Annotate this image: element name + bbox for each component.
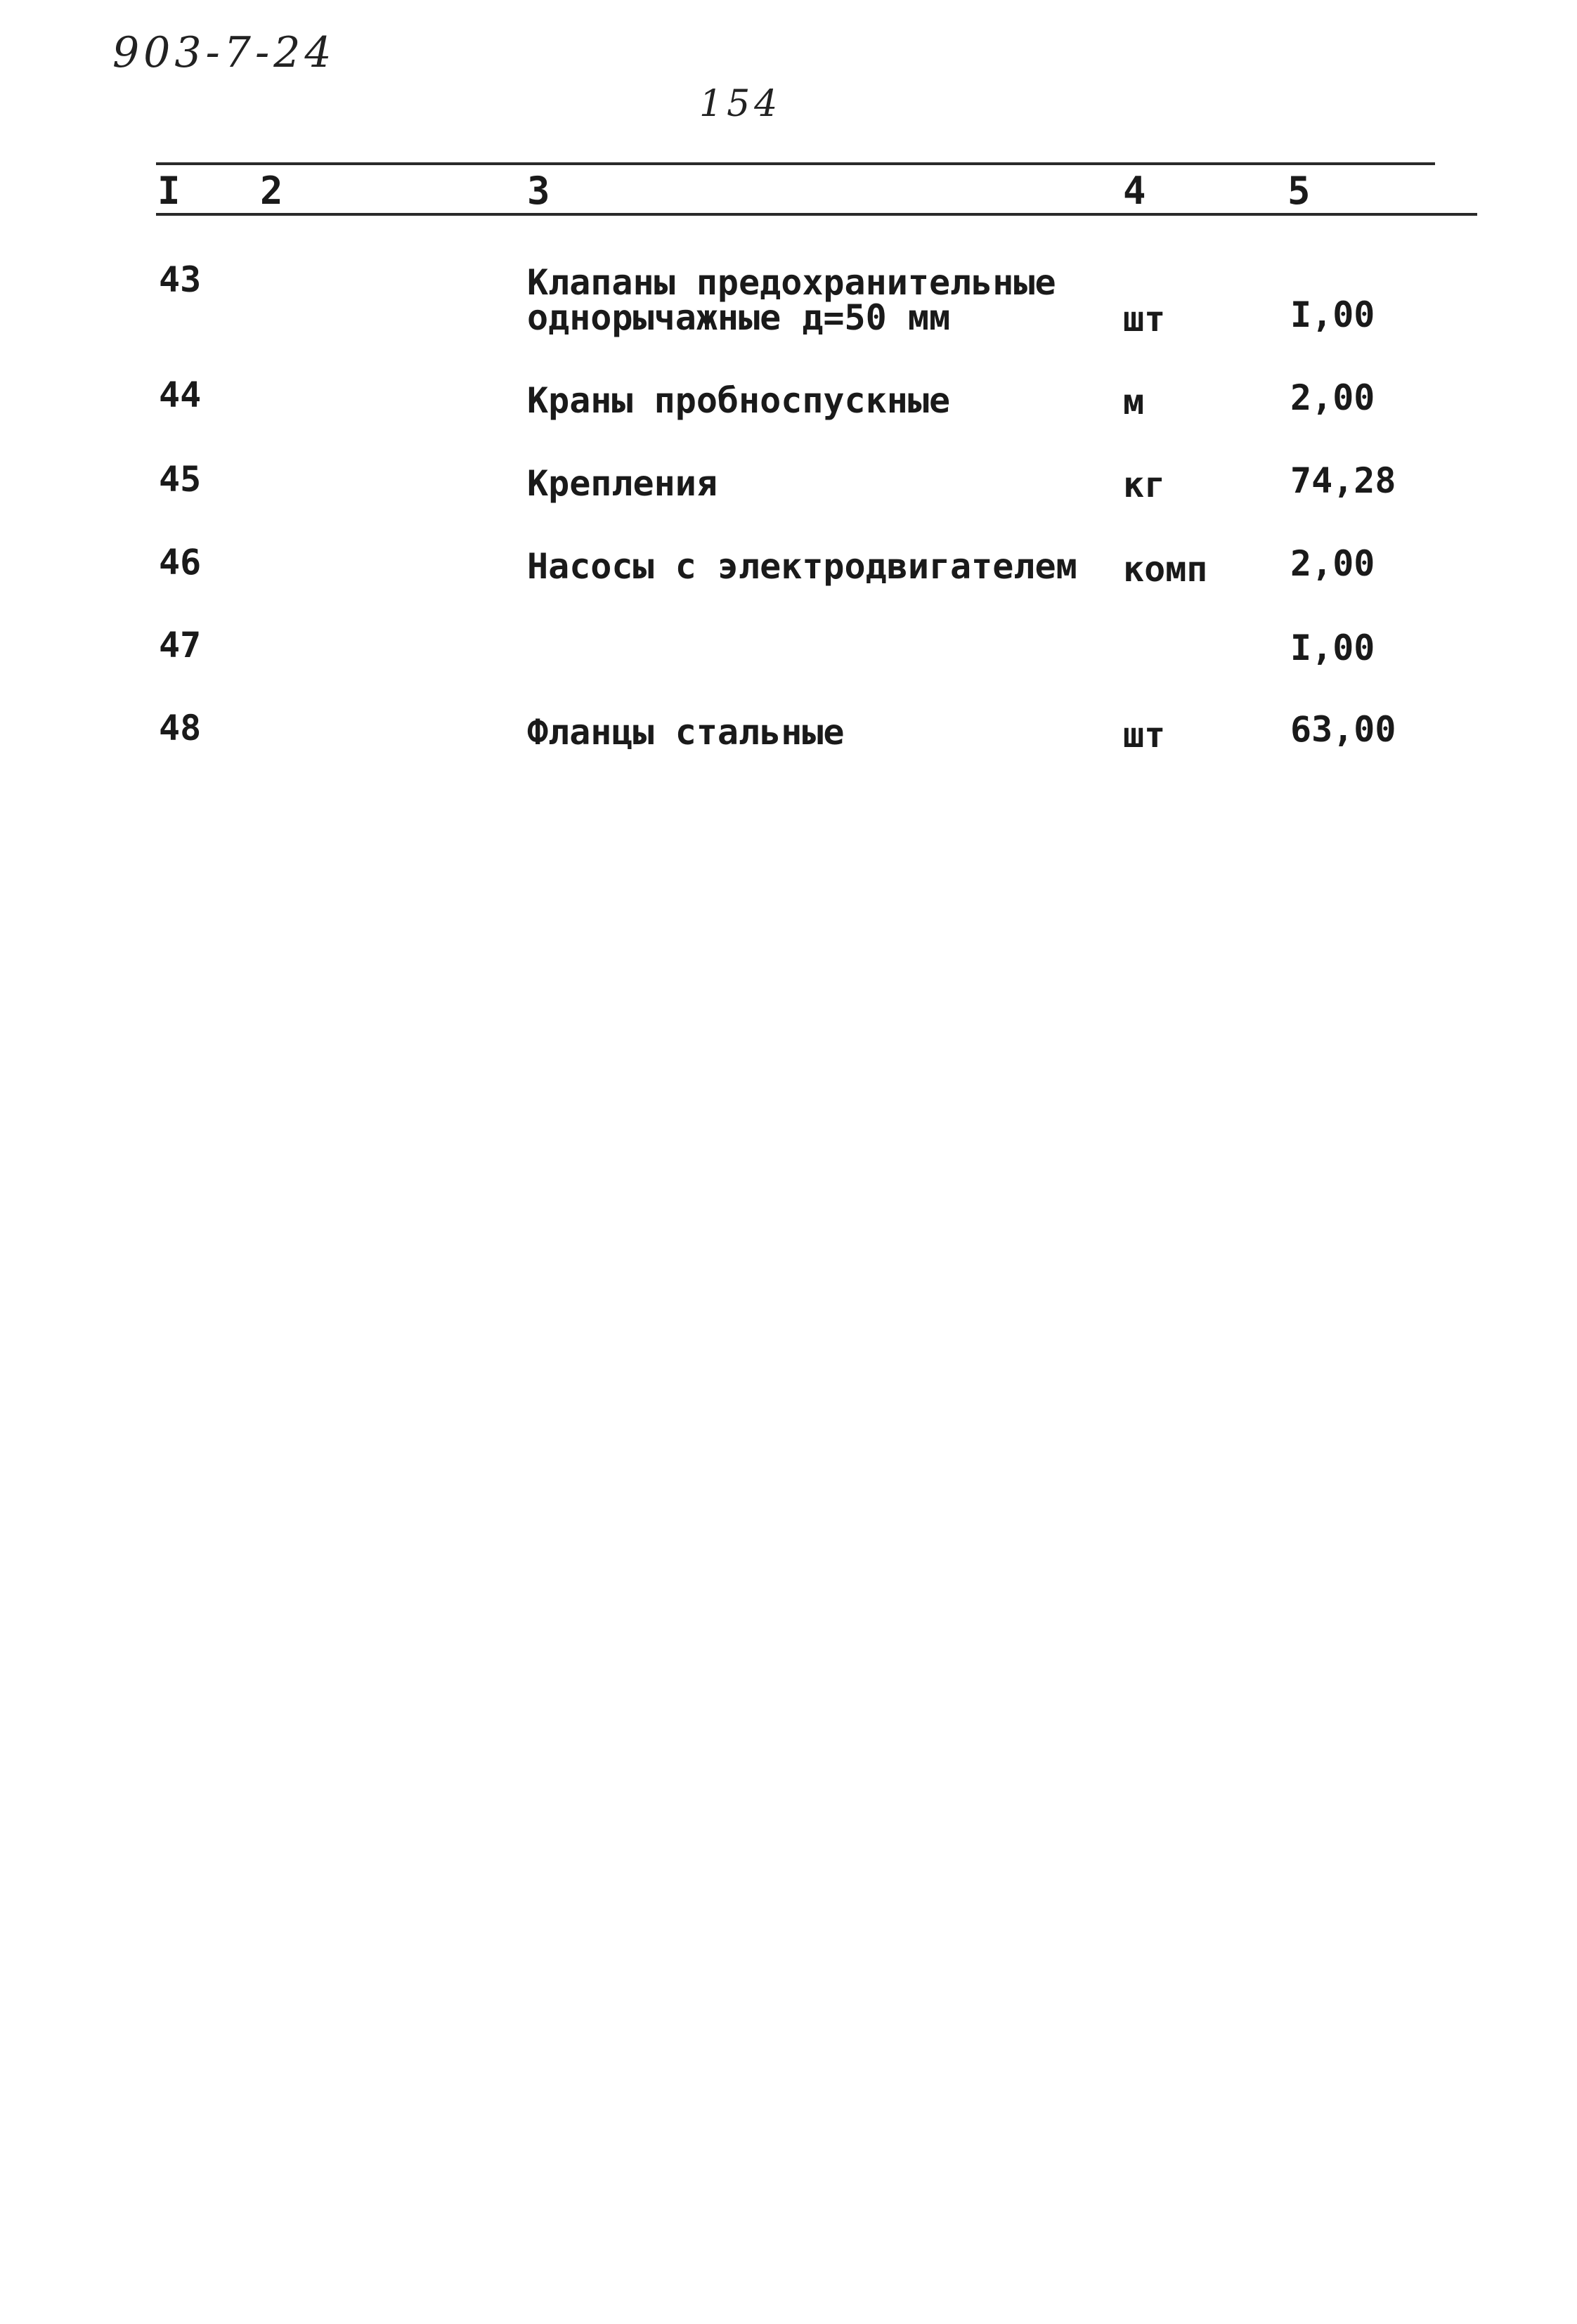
item-unit: комп (1123, 549, 1208, 590)
column-header-4: 4 (1123, 169, 1146, 213)
row-number: 48 (159, 708, 202, 748)
column-header-2: 2 (260, 169, 283, 213)
column-header-3: 3 (527, 169, 550, 213)
item-quantity: I,00 (1290, 628, 1375, 668)
row-number: 47 (159, 625, 202, 666)
column-header-5: 5 (1287, 169, 1311, 213)
item-name-line: Насосы с электродвигателем (527, 546, 1077, 587)
item-unit: м (1123, 382, 1145, 422)
table-top-rule (156, 162, 1435, 165)
row-number: 46 (159, 542, 202, 583)
item-name-line: однорычажные д=50 мм (527, 297, 951, 338)
row-number: 43 (159, 259, 202, 300)
column-header-1: I (157, 169, 181, 213)
row-number: 45 (159, 459, 202, 500)
row-number: 44 (159, 375, 202, 415)
item-unit: шт (1123, 715, 1166, 755)
item-name-line: Клапаны предохранительные (527, 262, 1056, 303)
item-unit: шт (1123, 299, 1166, 339)
document-code: 903-7-24 (112, 28, 336, 77)
item-name-line: Крепления (527, 463, 718, 504)
item-unit: кг (1123, 465, 1166, 505)
page-number: 154 (699, 83, 782, 125)
item-quantity: 63,00 (1290, 709, 1396, 750)
item-quantity: 74,28 (1290, 460, 1396, 501)
item-quantity: I,00 (1290, 294, 1375, 335)
header-underline-rule (156, 213, 1477, 216)
item-quantity: 2,00 (1290, 377, 1375, 418)
item-name-line: Краны пробноспускные (527, 380, 951, 421)
item-quantity: 2,00 (1290, 543, 1375, 584)
item-name-line: Фланцы стальные (527, 712, 845, 753)
